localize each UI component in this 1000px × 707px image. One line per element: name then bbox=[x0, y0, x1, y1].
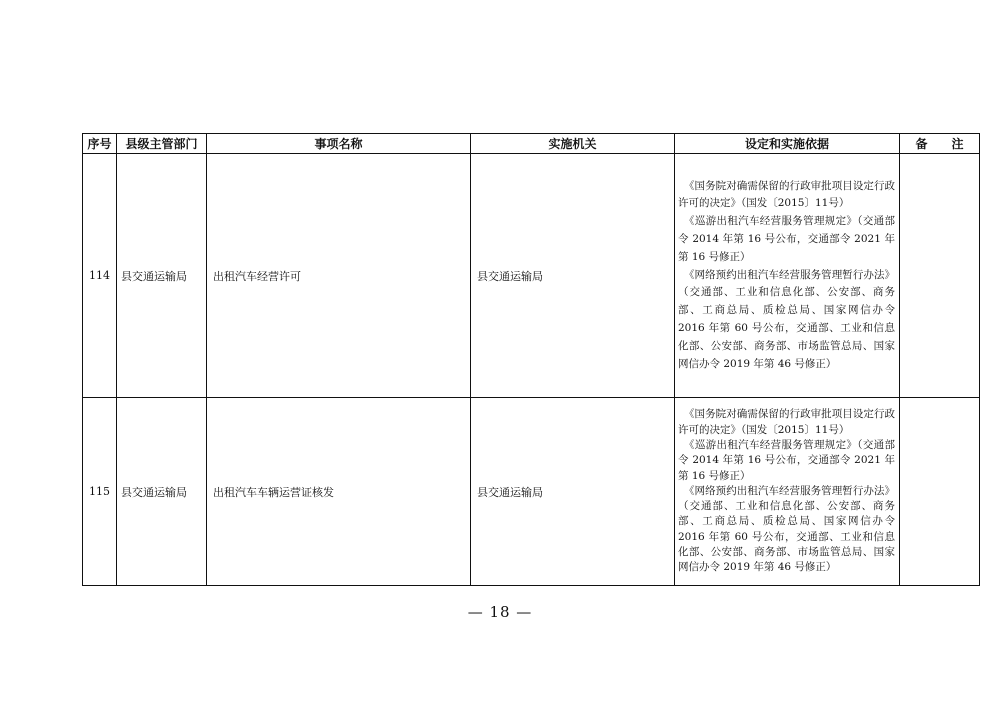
org-cell: 县交通运输局 bbox=[471, 398, 675, 586]
basis-cell bbox=[675, 154, 900, 398]
table-row bbox=[83, 154, 980, 398]
dept-cell: 县交通运输局 bbox=[117, 154, 207, 398]
basis-entry: 《网络预约出租汽车经营服务管理暂行办法》（交通部、工业和信息化部、公安部、商务部、工商总局、质检总局、国家网信办令 2016 年第 60 号公布，交通部、工业和信息化部、公安部、商务部、市场监管总局、国家网信办令 2019 年第 46 号修正） bbox=[678, 268, 895, 370]
basis-entry: 《国务院对确需保留的行政审批项目设定行政许可的决定》（国发〔2015〕11号） bbox=[678, 179, 895, 210]
header-item: 事项名称 bbox=[207, 134, 471, 154]
dept-cell: 县交通运输局 bbox=[117, 398, 207, 586]
table-header-row bbox=[83, 134, 980, 154]
note-cell bbox=[900, 398, 980, 586]
page-number: — 18 — bbox=[467, 603, 533, 621]
item-name-cell: 出租汽车经营许可 bbox=[207, 154, 471, 398]
header-dept: 县级主管部门 bbox=[117, 134, 207, 154]
item-name-cell: 出租汽车车辆运营证核发 bbox=[207, 398, 471, 586]
approval-items-table bbox=[82, 133, 980, 586]
row-number: 115 bbox=[83, 398, 117, 586]
header-note: 备 注 bbox=[900, 134, 980, 154]
table-row bbox=[83, 398, 980, 586]
header-no: 序号 bbox=[83, 134, 117, 154]
header-basis: 设定和实施依据 bbox=[675, 134, 900, 154]
basis-cell bbox=[675, 398, 900, 586]
note-cell bbox=[900, 154, 980, 398]
basis-entry: 《巡游出租汽车经营服务管理规定》（交通部令 2014 年第 16 号公布，交通部令 2021 年第 16 号修正） bbox=[678, 438, 895, 482]
basis-entry: 《网络预约出租汽车经营服务管理暂行办法》（交通部、工业和信息化部、公安部、商务部、工商总局、质检总局、国家网信办令 2016 年第 60 号公布，交通部、工业和信息化部、公安部、商务部、市场监管总局、国家网信办令 2019 年第 46 号修正） bbox=[678, 484, 895, 574]
org-cell: 县交通运输局 bbox=[471, 154, 675, 398]
header-org: 实施机关 bbox=[471, 134, 675, 154]
row-number: 114 bbox=[83, 154, 117, 398]
basis-entry: 《巡游出租汽车经营服务管理规定》（交通部令 2014 年第 16 号公布，交通部令 2021 年第 16 号修正） bbox=[678, 215, 895, 263]
basis-entry: 《国务院对确需保留的行政审批项目设定行政许可的决定》（国发〔2015〕11号） bbox=[678, 408, 895, 436]
